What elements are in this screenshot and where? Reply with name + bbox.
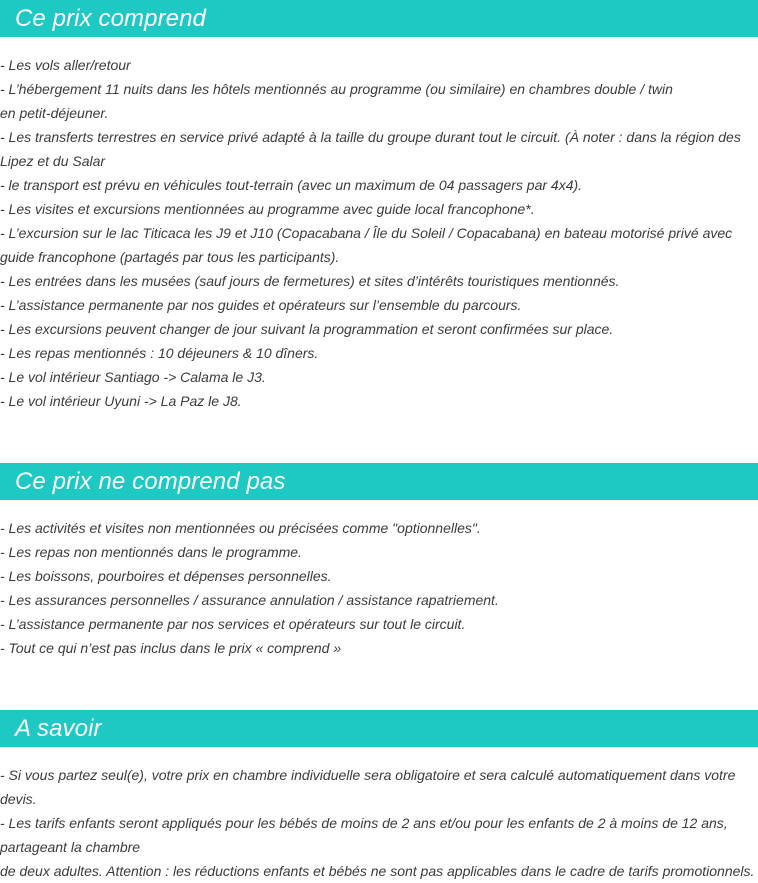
text-line: partageant la chambre xyxy=(0,839,141,855)
text-line: - L’assistance permanente par nos services et opérateurs sur tout le circuit. xyxy=(0,616,466,632)
text-line: - Les vols aller/retour xyxy=(0,57,131,73)
text-line: devis. xyxy=(0,791,37,807)
section-body-ne-comprend-pas xyxy=(0,516,756,660)
text-line: guide francophone (partagés par tous les participants). xyxy=(0,249,340,265)
text-line: - Le vol intérieur Santiago -> Calama le J3. xyxy=(0,369,266,385)
section-body-comprend xyxy=(0,53,756,413)
text-line: - L’hébergement 11 nuits dans les hôtels mentionnés au programme (ou similaire) en chambres double / twin xyxy=(0,81,673,97)
text-line: - Les assurances personnelles / assurance annulation / assistance rapatriement. xyxy=(0,592,499,608)
text-line: - Les entrées dans les musées (sauf jours de fermetures) et sites d’intérêts touristiques mentionnés. xyxy=(0,273,620,289)
text-line: en petit-déjeuner. xyxy=(0,105,109,121)
text-line: - Tout ce qui n’est pas inclus dans le prix « comprend » xyxy=(0,640,342,656)
section-header-comprend xyxy=(0,0,758,37)
text-line: - Le vol intérieur Uyuni -> La Paz le J8. xyxy=(0,393,242,409)
text-line: - Les visites et excursions mentionnées au programme avec guide local francophone*. xyxy=(0,201,535,217)
text-line: de deux adultes. Attention : les réductions enfants et bébés ne sont pas applicables dans le cadre de tarifs promotionnels. xyxy=(0,863,755,879)
section-title-comprend: Ce prix comprend xyxy=(15,5,207,32)
section-header-a-savoir xyxy=(0,710,758,747)
section-body-a-savoir xyxy=(0,763,756,883)
text-line: - L’assistance permanente par nos guides et opérateurs sur l’ensemble du parcours. xyxy=(0,297,522,313)
text-line: - Les repas mentionnés : 10 déjeuners & 10 dîners. xyxy=(0,345,319,361)
section-title-a-savoir: A savoir xyxy=(15,715,102,742)
section-header-ne-comprend-pas xyxy=(0,463,758,500)
text-line: - L’excursion sur le lac Titicaca les J9 et J10 (Copacabana / Île du Soleil / Copacabana) en bateau motorisé privé avec xyxy=(0,225,733,241)
section-title-ne-comprend-pas: Ce prix ne comprend pas xyxy=(15,468,286,495)
text-line: - Les activités et visites non mentionnées ou précisées comme "optionnelles". xyxy=(0,520,481,536)
text-line: - Les repas non mentionnés dans le programme. xyxy=(0,544,302,560)
text-line: Lipez et du Salar xyxy=(0,153,106,169)
text-line: - le transport est prévu en véhicules tout-terrain (avec un maximum de 04 passagers par 4x4). xyxy=(0,177,583,193)
text-line: - Si vous partez seul(e), votre prix en chambre individuelle sera obligatoire et sera calculé automatiquement dans votre xyxy=(0,767,736,783)
text-line: - Les excursions peuvent changer de jour suivant la programmation et seront confirmées sur place. xyxy=(0,321,614,337)
text-line: - Les boissons, pourboires et dépenses personnelles. xyxy=(0,568,332,584)
text-line: - Les tarifs enfants seront appliqués pour les bébés de moins de 2 ans et/ou pour les enfants de 2 à moins de 12 ans, xyxy=(0,815,728,831)
text-line: - Les transferts terrestres en service privé adapté à la taille du groupe durant tout le circuit. (À noter : dans la région des xyxy=(0,129,741,145)
